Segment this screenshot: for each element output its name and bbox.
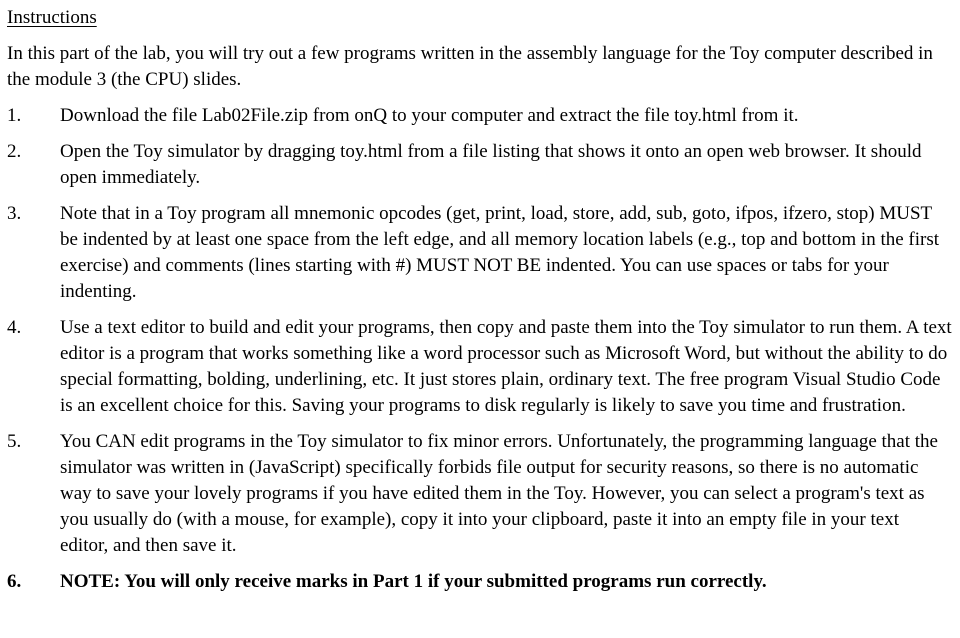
item-number: 6. bbox=[7, 571, 22, 592]
list-item bbox=[7, 429, 952, 559]
item-text: Note that in a Toy program all mnemonic opcodes (get, print, load, store, add, sub, goto, ifpos, ifzero, stop) MUST be indented by at least one space from the left edge, and all memory location labels (e.g., top and bottom in the first exercise) and comments (lines starting with #) MUST NOT BE indented. You can use spaces or tabs for your indenting. bbox=[60, 203, 940, 302]
list-item bbox=[7, 315, 952, 419]
item-number: 1. bbox=[7, 105, 22, 126]
item-text: You CAN edit programs in the Toy simulator to fix minor errors. Unfortunately, the programming language that the simulator was written in (JavaScript) specifically forbids file output for security reasons, so there is no automatic way to save your lovely programs if you have edited them in the Toy. However, you can select a program's text as you usually do (with a mouse, for example), copy it into your clipboard, paste it into an empty file in your text editor, and then save it. bbox=[60, 431, 938, 556]
item-text: Use a text editor to build and edit your programs, then copy and paste them into the Toy simulator to run them. A text editor is a program that works something like a word processor such as Microsoft Word, but without the ability to do special formatting, bolding, underlining, etc. It just stores plain, ordinary text. The free program Visual Studio Code is an excellent choice for this. Saving your programs to disk regularly is likely to save you time and frustration. bbox=[60, 317, 952, 416]
instructions-heading: Instructions bbox=[7, 7, 97, 28]
item-text: Download the file Lab02File.zip from onQ to your computer and extract the file toy.html from it. bbox=[60, 105, 799, 126]
item-text: NOTE: You will only receive marks in Part 1 if your submitted programs run correctly. bbox=[60, 571, 767, 592]
list-item bbox=[7, 201, 952, 305]
list-item bbox=[7, 569, 952, 595]
item-number: 5. bbox=[7, 431, 22, 452]
instruction-list bbox=[7, 103, 952, 595]
list-item bbox=[7, 139, 952, 191]
item-number: 2. bbox=[7, 141, 22, 162]
intro-paragraph: In this part of the lab, you will try out a few programs written in the assembly language for the Toy computer described in the module 3 (the CPU) slides. bbox=[7, 43, 933, 90]
list-item bbox=[7, 103, 952, 129]
item-text: Open the Toy simulator by dragging toy.html from a file listing that shows it onto an open web browser. It should open immediately. bbox=[60, 141, 922, 188]
item-number: 4. bbox=[7, 317, 22, 338]
item-number: 3. bbox=[7, 203, 22, 224]
